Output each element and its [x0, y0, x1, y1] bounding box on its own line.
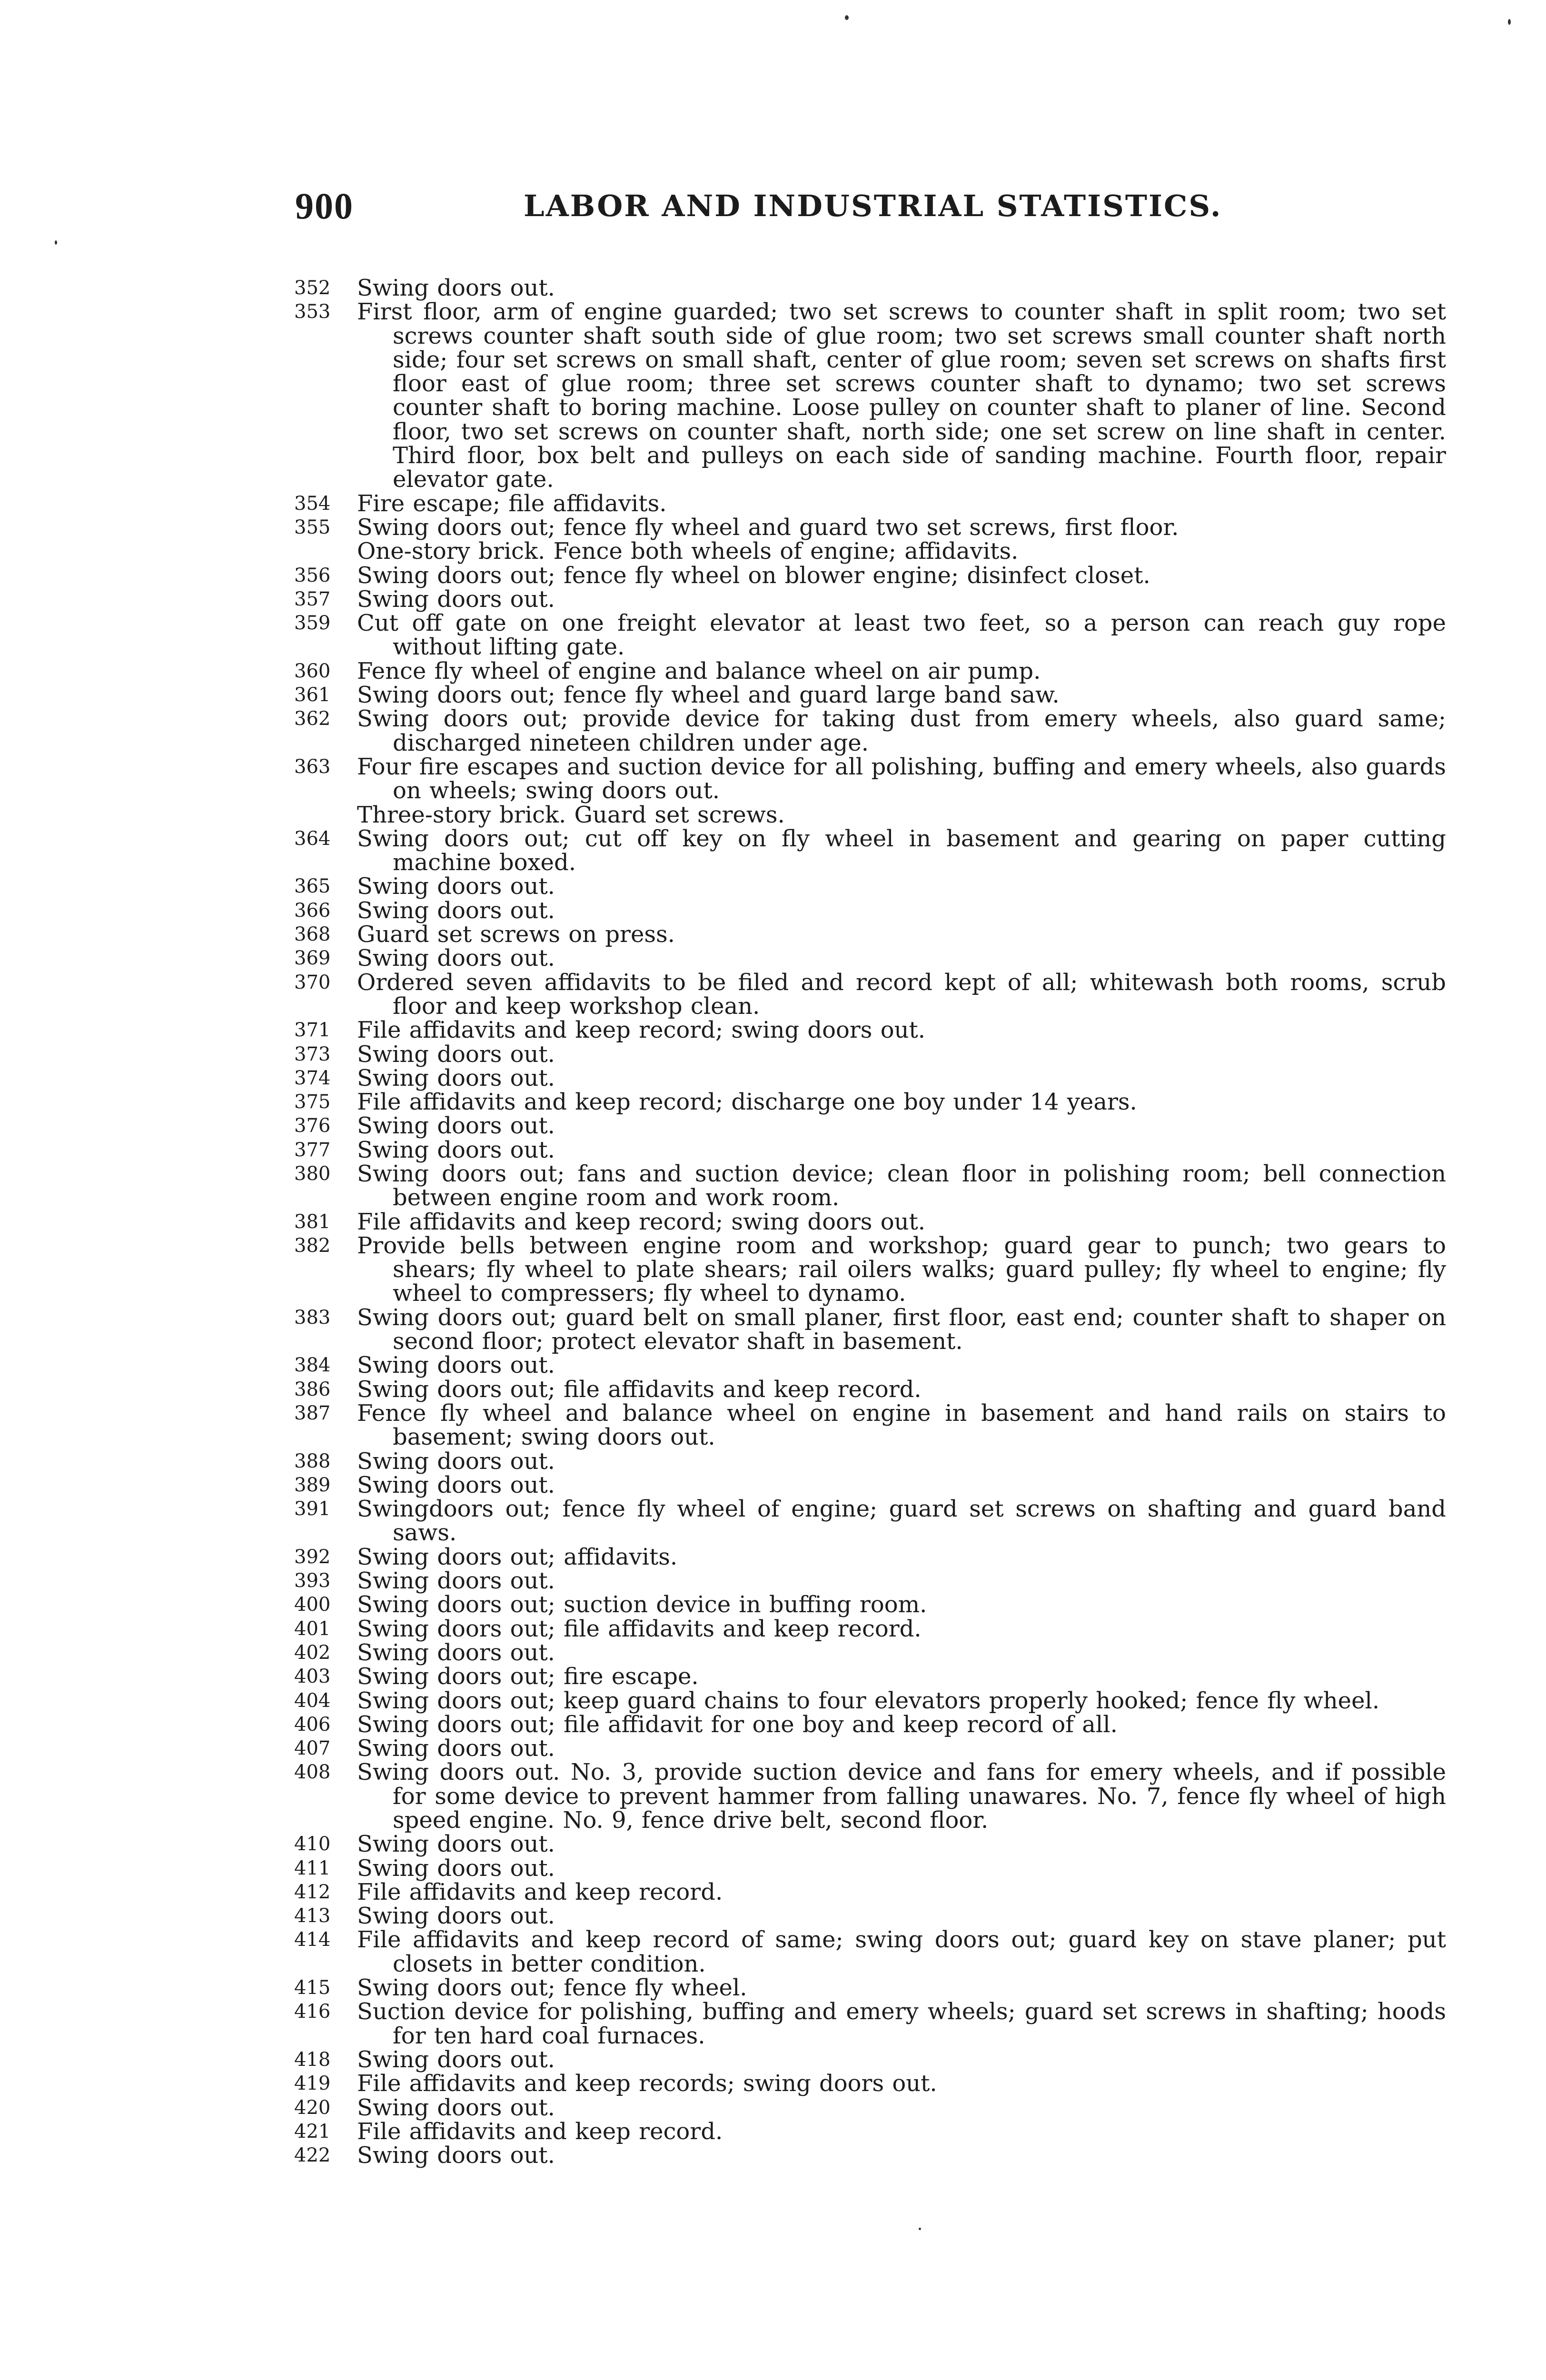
entry-text: Swing doors out; file affidavits and keep record.: [357, 1376, 922, 1403]
inspection-entry: [294, 1090, 1446, 1114]
entry-text: Swing doors out; affidavits.: [357, 1543, 678, 1570]
inspection-entry: [294, 1042, 1446, 1066]
entry-number: 388: [294, 1450, 331, 1472]
entry-text: Swing doors out.: [357, 1903, 555, 1930]
entry-text: Swing doors out.: [357, 2094, 555, 2121]
entry-text: File affidavits and keep record.: [357, 2118, 723, 2145]
inspection-entry: [294, 1665, 1446, 1688]
entry-number: 359: [294, 612, 331, 635]
inspection-entry: [294, 707, 1446, 755]
inspection-entry: [294, 1306, 1446, 1354]
entry-text: File affidavits and keep record.: [357, 1878, 723, 1905]
inspection-entry: [294, 539, 1446, 563]
entry-number: 371: [294, 1019, 331, 1041]
entry-number: 375: [294, 1091, 331, 1113]
entry-number: 416: [294, 2001, 331, 2023]
entry-text: Swing doors out.: [357, 1041, 555, 1068]
entry-text: Swing doors out.: [357, 1639, 555, 1666]
entry-number: 419: [294, 2073, 331, 2095]
scan-speck: [55, 240, 57, 245]
entry-number: 373: [294, 1043, 331, 1065]
entry-number: 389: [294, 1474, 331, 1496]
entry-number: 392: [294, 1546, 331, 1568]
entry-number: 353: [294, 301, 331, 323]
entry-text: Swing doors out.: [357, 1735, 555, 1762]
entry-text: File affidavits and keep records; swing doors out.: [357, 2070, 937, 2097]
entry-number: 369: [294, 947, 331, 970]
inspection-entry: [294, 1617, 1446, 1641]
inspection-entry: [294, 1497, 1446, 1545]
entry-number: 408: [294, 1761, 331, 1784]
entry-text: Fence fly wheel and balance wheel on engine in basement and hand rails on stairs to basement; swing doors out.: [357, 1399, 1446, 1451]
inspection-entry: [294, 1904, 1446, 1928]
entry-text: Swingdoors out; fence fly wheel of engine; guard set screws on shafting and guard band saws.: [357, 1496, 1446, 1547]
entry-text: File affidavits and keep record; swing doors out.: [357, 1208, 926, 1235]
inspection-entry: [294, 1401, 1446, 1449]
inspection-entry: [294, 1689, 1446, 1713]
entry-number: 380: [294, 1162, 331, 1185]
entry-number: 362: [294, 708, 331, 730]
entry-number: 406: [294, 1713, 331, 1735]
entry-text: Swing doors out; fence fly wheel on blower engine; disinfect closet.: [357, 562, 1150, 589]
entry-number: 356: [294, 564, 331, 586]
entry-text: Swing doors out; fans and suction device; clean floor in polishing room; bell connection between engine room and work room.: [357, 1160, 1446, 1211]
entry-text: Swing doors out; file affidavit for one boy and keep record of all.: [357, 1711, 1118, 1738]
entry-text: First floor, arm of engine guarded; two set screws to counter shaft in split room; two set screws counter shaft south side of glue room; two set screws small counter shaft north side; four set screws on small shaft, center of glue room; seven set screws on shafts first floor east of glue room; three set screws counter shaft to dynamo; two set screws counter shaft to boring machine. Loose pulley on counter shaft to planer of line. Second floor, two set screws on counter shaft, north side; one set screw on line shaft in center. Third floor, box belt and pulleys on each side of sanding machine. Fourth floor, repair elevator gate.: [357, 298, 1446, 493]
entry-number: 412: [294, 1881, 331, 1903]
inspection-entry: [294, 1856, 1446, 1880]
entry-number: 420: [294, 2096, 331, 2119]
entry-number: 383: [294, 1306, 331, 1329]
entry-number: 354: [294, 492, 331, 515]
entry-number: 402: [294, 1641, 331, 1664]
inspection-entry: [294, 1473, 1446, 1497]
inspection-entry: [294, 1545, 1446, 1569]
scan-speck: [919, 2228, 921, 2230]
entry-number: 357: [294, 588, 331, 610]
entry-text: Swing doors out.: [357, 897, 555, 924]
entry-text: Fence fly wheel of engine and balance wheel on air pump.: [357, 657, 1041, 684]
entry-text: Four fire escapes and suction device for all polishing, buffing and emery wheels, also guards on wheels; swing doors out.: [357, 753, 1446, 804]
entry-text: Ordered seven affidavits to be filed and record kept of all; whitewash both rooms, scrub floor and keep workshop clean.: [357, 969, 1446, 1020]
entry-number: 368: [294, 923, 331, 946]
entry-number: 386: [294, 1378, 331, 1400]
entry-number: 363: [294, 755, 331, 778]
entry-text: Swing doors out. No. 3, provide suction device and fans for emery wheels, and if possible for some device to prevent hammer from falling unawares. No. 7, fence fly wheel of high speed engine. No. 9, fence drive belt, second floor.: [357, 1759, 1446, 1834]
entry-text: Swing doors out.: [357, 1064, 555, 1091]
entry-text: Swing doors out.: [357, 1854, 555, 1882]
entry-number: 413: [294, 1905, 331, 1927]
entry-number: 391: [294, 1498, 331, 1520]
entry-text: Swing doors out.: [357, 1831, 555, 1858]
inspection-entry: [294, 587, 1446, 611]
inspection-entry: [294, 1449, 1446, 1473]
inspection-entry: [294, 659, 1446, 683]
entry-number: 376: [294, 1115, 331, 1137]
entry-text: Swing doors out.: [357, 945, 555, 972]
inspection-entry: [294, 276, 1446, 300]
inspection-entry: [294, 1736, 1446, 1760]
inspection-entry: [294, 516, 1446, 539]
entry-text: Swing doors out; guard belt on small planer, first floor, east end; counter shaft to shaper on second floor; protect elevator shaft in basement.: [357, 1304, 1446, 1355]
entry-text: Swing doors out.: [357, 1136, 555, 1163]
entry-number: 355: [294, 516, 331, 538]
entry-number: 377: [294, 1139, 331, 1161]
page-number: 900: [295, 185, 354, 227]
entry-number: 401: [294, 1617, 331, 1640]
inspection-entry: [294, 874, 1446, 898]
inspection-entry: [294, 1713, 1446, 1736]
inspection-entry: [294, 1880, 1446, 1904]
entry-number: 414: [294, 1929, 331, 1951]
entry-number: 418: [294, 2048, 331, 2071]
entry-text: One-story brick. Fence both wheels of engine; affidavits.: [357, 538, 1019, 565]
inspection-entry: [294, 683, 1446, 707]
inspection-entry: [294, 1138, 1446, 1162]
entry-number: 403: [294, 1666, 331, 1688]
entry-number: 384: [294, 1354, 331, 1377]
entry-number: 364: [294, 827, 331, 850]
inspection-entry: [294, 611, 1446, 659]
page-header: [295, 185, 1447, 237]
inspection-entry: [294, 1066, 1446, 1090]
entry-text: Swing doors out; fence fly wheel and guard large band saw.: [357, 682, 1060, 709]
entry-text: Suction device for polishing, buffing and emery wheels; guard set screws in shafting; hoods for ten hard coal furnaces.: [357, 1998, 1446, 2049]
inspection-entry: [294, 971, 1446, 1019]
entry-number: 365: [294, 875, 331, 898]
entry-number: 366: [294, 899, 331, 922]
inspection-entry: [294, 2120, 1446, 2143]
entry-text: Swing doors out.: [357, 2142, 555, 2169]
entry-text: Swing doors out.: [357, 1448, 555, 1475]
entry-text: Swing doors out.: [357, 873, 555, 900]
inspection-entry: [294, 1353, 1446, 1377]
entry-text: Provide bells between engine room and workshop; guard gear to punch; two gears to shears; fly wheel to plate shears; rail oilers walks; guard pulley; fly wheel to engine; fly wheel to compressers; fly wheel to dynamo.: [357, 1232, 1446, 1307]
inspection-entry: [294, 1976, 1446, 2000]
inspection-entry: [294, 1832, 1446, 1856]
inspection-entry: [294, 1378, 1446, 1401]
entry-number: 382: [294, 1234, 331, 1257]
entry-text: Swing doors out.: [357, 1567, 555, 1595]
inspection-entry: [294, 755, 1446, 803]
entry-number: 381: [294, 1210, 331, 1233]
entry-number: 422: [294, 2144, 331, 2167]
entry-text: Swing doors out; cut off key on fly wheel in basement and gearing on paper cutting machine boxed.: [357, 825, 1446, 876]
entry-text: File affidavits and keep record; swing doors out.: [357, 1017, 926, 1044]
inspection-entry: [294, 922, 1446, 946]
inspection-entry: [294, 492, 1446, 516]
scan-speck: [1508, 19, 1511, 25]
entry-text: Swing doors out.: [357, 1471, 555, 1498]
entry-text: Swing doors out.: [357, 275, 555, 301]
entry-text: Fire escape; file affidavits.: [357, 490, 667, 517]
inspection-entry: [294, 1641, 1446, 1665]
inspection-entry: [294, 1760, 1446, 1832]
entry-number: 361: [294, 684, 331, 706]
entry-number: 393: [294, 1570, 331, 1592]
entry-number: 407: [294, 1737, 331, 1760]
entry-text: Three-story brick. Guard set screws.: [357, 801, 785, 828]
inspection-entry: [294, 1210, 1446, 1234]
entry-number: 387: [294, 1402, 331, 1424]
entry-number: 404: [294, 1689, 331, 1712]
inspection-entry: [294, 2072, 1446, 2095]
entry-text: Guard set screws on press.: [357, 921, 675, 948]
inspection-entry: [294, 2143, 1446, 2167]
inspection-entry: [294, 2096, 1446, 2120]
inspection-entry: [294, 803, 1446, 827]
running-title: LABOR AND INDUSTRIAL STATISTICS.: [524, 188, 1222, 223]
entry-text: Swing doors out; fence fly wheel.: [357, 1974, 747, 2002]
inspection-entry: [294, 2048, 1446, 2072]
entry-text: Swing doors out.: [357, 1112, 555, 1140]
inspection-entry: [294, 2000, 1446, 2048]
entry-text: Swing doors out; fire escape.: [357, 1663, 699, 1690]
inspection-entries-list: [294, 276, 1446, 2167]
entry-text: Swing doors out; fence fly wheel and guard two set screws, first floor.: [357, 514, 1179, 541]
entry-number: 374: [294, 1067, 331, 1089]
scan-speck: [845, 15, 849, 20]
entry-text: Cut off gate on one freight elevator at least two feet, so a person can reach guy rope without lifting gate.: [357, 610, 1446, 661]
inspection-entry: [294, 1018, 1446, 1042]
entry-number: 415: [294, 1977, 331, 1999]
inspection-entry: [294, 300, 1446, 491]
entry-number: 411: [294, 1857, 331, 1879]
inspection-entry: [294, 1593, 1446, 1616]
entry-text: Swing doors out; file affidavits and keep record.: [357, 1615, 922, 1642]
inspection-entry: [294, 1569, 1446, 1593]
inspection-entry: [294, 946, 1446, 970]
inspection-entry: [294, 1928, 1446, 1976]
entry-number: 400: [294, 1594, 331, 1616]
inspection-entry: [294, 564, 1446, 587]
inspection-entry: [294, 1234, 1446, 1306]
entry-number: 360: [294, 660, 331, 682]
entry-number: 410: [294, 1833, 331, 1855]
entry-text: Swing doors out; suction device in buffing room.: [357, 1591, 927, 1618]
entry-text: File affidavits and keep record of same; swing doors out; guard key on stave planer; put closets in better condition.: [357, 1926, 1446, 1977]
entry-number: 370: [294, 971, 331, 993]
inspection-entry: [294, 1114, 1446, 1138]
entry-text: Swing doors out.: [357, 1352, 555, 1379]
entry-text: Swing doors out.: [357, 2046, 555, 2073]
inspection-entry: [294, 1162, 1446, 1210]
entry-text: Swing doors out; keep guard chains to four elevators properly hooked; fence fly wheel.: [357, 1687, 1380, 1714]
entry-text: Swing doors out; provide device for taking dust from emery wheels, also guard same; discharged nineteen children under age.: [357, 705, 1446, 756]
entry-text: Swing doors out.: [357, 585, 555, 613]
entry-number: 421: [294, 2120, 331, 2142]
inspection-entry: [294, 899, 1446, 922]
entry-number: 352: [294, 277, 331, 299]
entry-text: File affidavits and keep record; discharge one boy under 14 years.: [357, 1089, 1137, 1116]
inspection-entry: [294, 827, 1446, 875]
